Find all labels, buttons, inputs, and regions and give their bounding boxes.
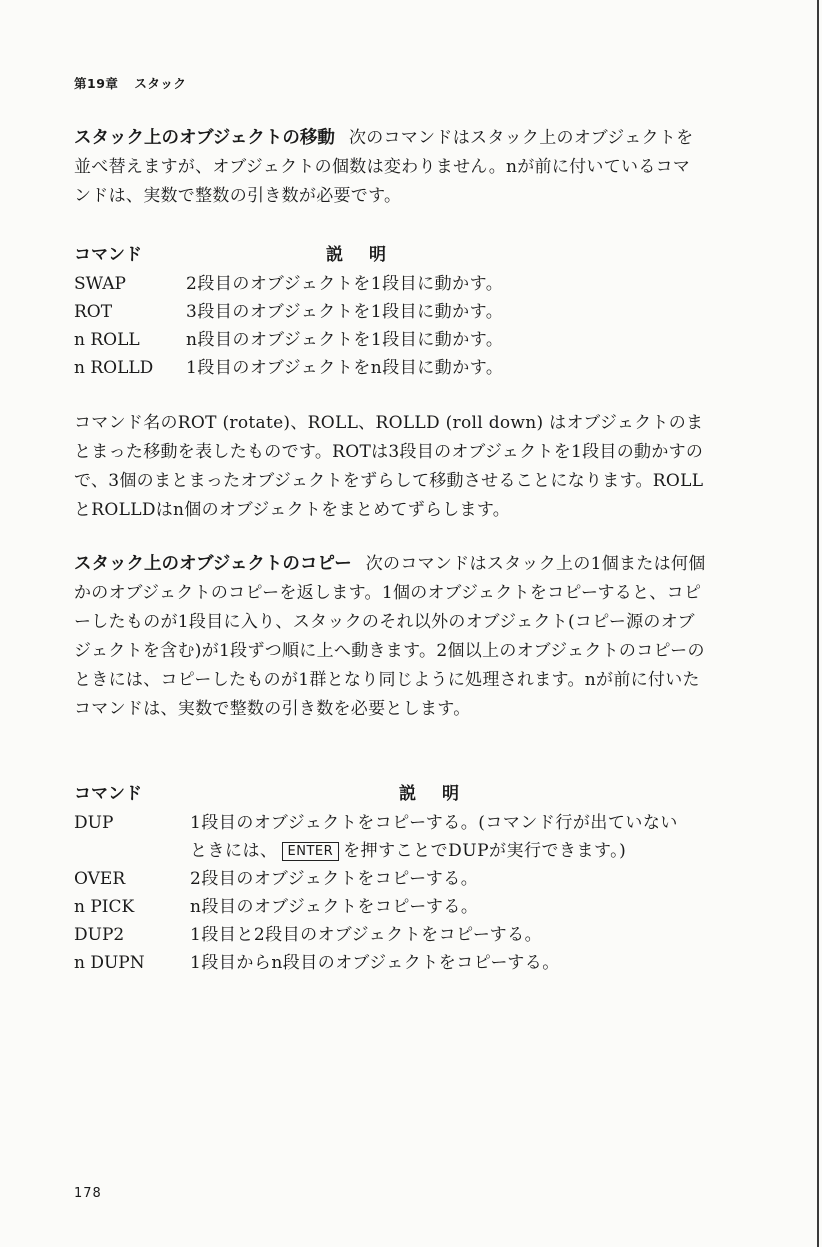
command-description-continued <box>190 837 626 865</box>
command-name: ROT <box>74 302 113 322</box>
table-row <box>74 354 714 382</box>
command-name: n DUPN <box>74 953 145 973</box>
command-name: DUP2 <box>74 925 125 945</box>
table-row <box>74 921 714 949</box>
command-description: 1段目と2段目のオブジェクトをコピーする。 <box>190 925 543 945</box>
text-before-key: ときには、 <box>190 841 278 861</box>
command-name: DUP <box>74 813 114 833</box>
table-row <box>74 270 714 298</box>
command-name: SWAP <box>74 274 126 294</box>
table-header <box>74 779 714 809</box>
table-row <box>74 809 714 865</box>
table-row <box>74 949 714 977</box>
chapter-number: 第19章 <box>74 76 119 91</box>
command-description: n段目のオブジェクトをコピーする。 <box>190 897 479 917</box>
table-header <box>74 240 714 270</box>
section-move-objects <box>74 124 706 211</box>
table-row <box>74 298 714 326</box>
section-heading: スタック上のオブジェクトの移動 <box>74 128 335 148</box>
enter-key-icon: ENTER <box>282 842 340 861</box>
section-body: 次のコマンドはスタック上の1個または何個かのオブジェクトのコピーを返します。1個のオブジェクトをコピーすると、コピーしたものが1段目に入り、スタックのそれ以外のオブジェクト(コピー源のオブジェクトを含む)が1段ずつ順に上へ動きます。2個以上のオブジェクトのコピーのときには、コピーしたものが1群となり同じように処理されます。nが前に付いたコマンドは、実数で整数の引き数を必要とします。 <box>74 554 706 719</box>
copy-commands-table <box>74 779 714 977</box>
command-description: n段目のオブジェクトを1段目に動かす。 <box>186 330 504 350</box>
move-commands-table <box>74 240 714 382</box>
table-row <box>74 893 714 921</box>
page-edge-line <box>817 0 819 1247</box>
command-description: 1段目からn段目のオブジェクトをコピーする。 <box>190 953 560 973</box>
column-header-description: 説明 <box>399 784 485 804</box>
command-name: n ROLL <box>74 330 140 350</box>
running-header <box>74 74 186 92</box>
section-heading: スタック上のオブジェクトのコピー <box>74 554 352 574</box>
column-header-command: コマンド <box>74 245 142 265</box>
section-copy-objects <box>74 550 706 724</box>
command-description: 3段目のオブジェクトを1段目に動かす。 <box>186 302 504 322</box>
paragraph-text: コマンド名のROT (rotate)、ROLL、ROLLD (roll down) はオブジェクトのまとまった移動を表したものです。ROTは3段目のオブジェクトを1段目の動かすので、3個のまとまったオブジェクトをずらして移動させることになります。ROLLとROLLDはn個のオブジェクトをまとめてずらします。 <box>74 413 704 520</box>
command-description: 1段目のオブジェクトをコピーする。(コマンド行が出ていない <box>190 813 678 833</box>
section-body: 次のコマンドはスタック上のオブジェクトを並べ替えますが、オブジェクトの個数は変わりません。nが前に付いているコマンドは、実数で整数の引き数が必要です。 <box>74 128 694 206</box>
text-after-key: を押すことでDUPが実行できます。) <box>343 841 627 861</box>
column-header-command: コマンド <box>74 784 142 804</box>
table-row <box>74 326 714 354</box>
column-header-description: 説明 <box>326 245 412 265</box>
command-description: 1段目のオブジェクトをn段目に動かす。 <box>186 358 504 378</box>
table-row <box>74 865 714 893</box>
command-name: n PICK <box>74 897 135 917</box>
command-name: n ROLLD <box>74 358 154 378</box>
rotate-explanation <box>74 409 706 525</box>
command-description: 2段目のオブジェクトを1段目に動かす。 <box>186 274 504 294</box>
page-number: 178 <box>74 1186 102 1201</box>
command-name: OVER <box>74 869 126 889</box>
chapter-title: スタック <box>134 76 187 91</box>
command-description: 2段目のオブジェクトをコピーする。 <box>190 869 479 889</box>
